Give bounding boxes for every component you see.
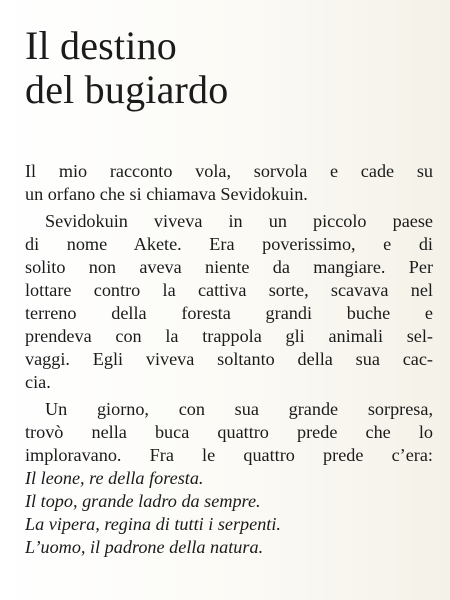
- story-text: [25, 160, 433, 559]
- italic-line: La vipera, regina di tutti i serpenti.: [25, 514, 281, 534]
- chapter-title-line-2: del bugiardo: [25, 67, 229, 112]
- paragraph-2: [25, 210, 433, 394]
- text-line: lottare contro la cattiva sorte, scavava nel: [25, 280, 433, 300]
- text-line: prendeva con la trappola gli animali sel-: [25, 326, 433, 346]
- text-line: Un giorno, con sua grande sorpresa,: [45, 399, 433, 419]
- text-line: Sevidokuin viveva in un piccolo paese: [45, 211, 433, 231]
- paragraph-3: [25, 398, 433, 467]
- text-line: terreno della foresta grandi buche e: [25, 303, 433, 323]
- paragraph-1: [25, 160, 433, 206]
- text-line: trovò nella buca quattro prede che lo: [25, 422, 433, 442]
- chapter-title-line-1: Il destino: [25, 23, 177, 68]
- text-line: imploravano. Fra le quattro prede c’era:: [25, 445, 433, 465]
- italic-line: Il topo, grande ladro da sempre.: [25, 491, 261, 511]
- text-line: di nome Akete. Era poverissimo, e di: [25, 234, 433, 254]
- text-line: un orfano che si chiamava Sevidokuin.: [25, 184, 308, 204]
- italic-list: [25, 467, 433, 559]
- chapter-title: [25, 24, 228, 112]
- text-line: cia.: [25, 372, 51, 392]
- text-line: solito non aveva niente da mangiare. Per: [25, 257, 433, 277]
- italic-line: Il leone, re della foresta.: [25, 468, 204, 488]
- text-line: vaggi. Egli viveva soltanto della sua cac-: [25, 349, 433, 369]
- text-line: Il mio racconto vola, sorvola e cade su: [25, 161, 433, 181]
- italic-line: L’uomo, il padrone della natura.: [25, 537, 264, 557]
